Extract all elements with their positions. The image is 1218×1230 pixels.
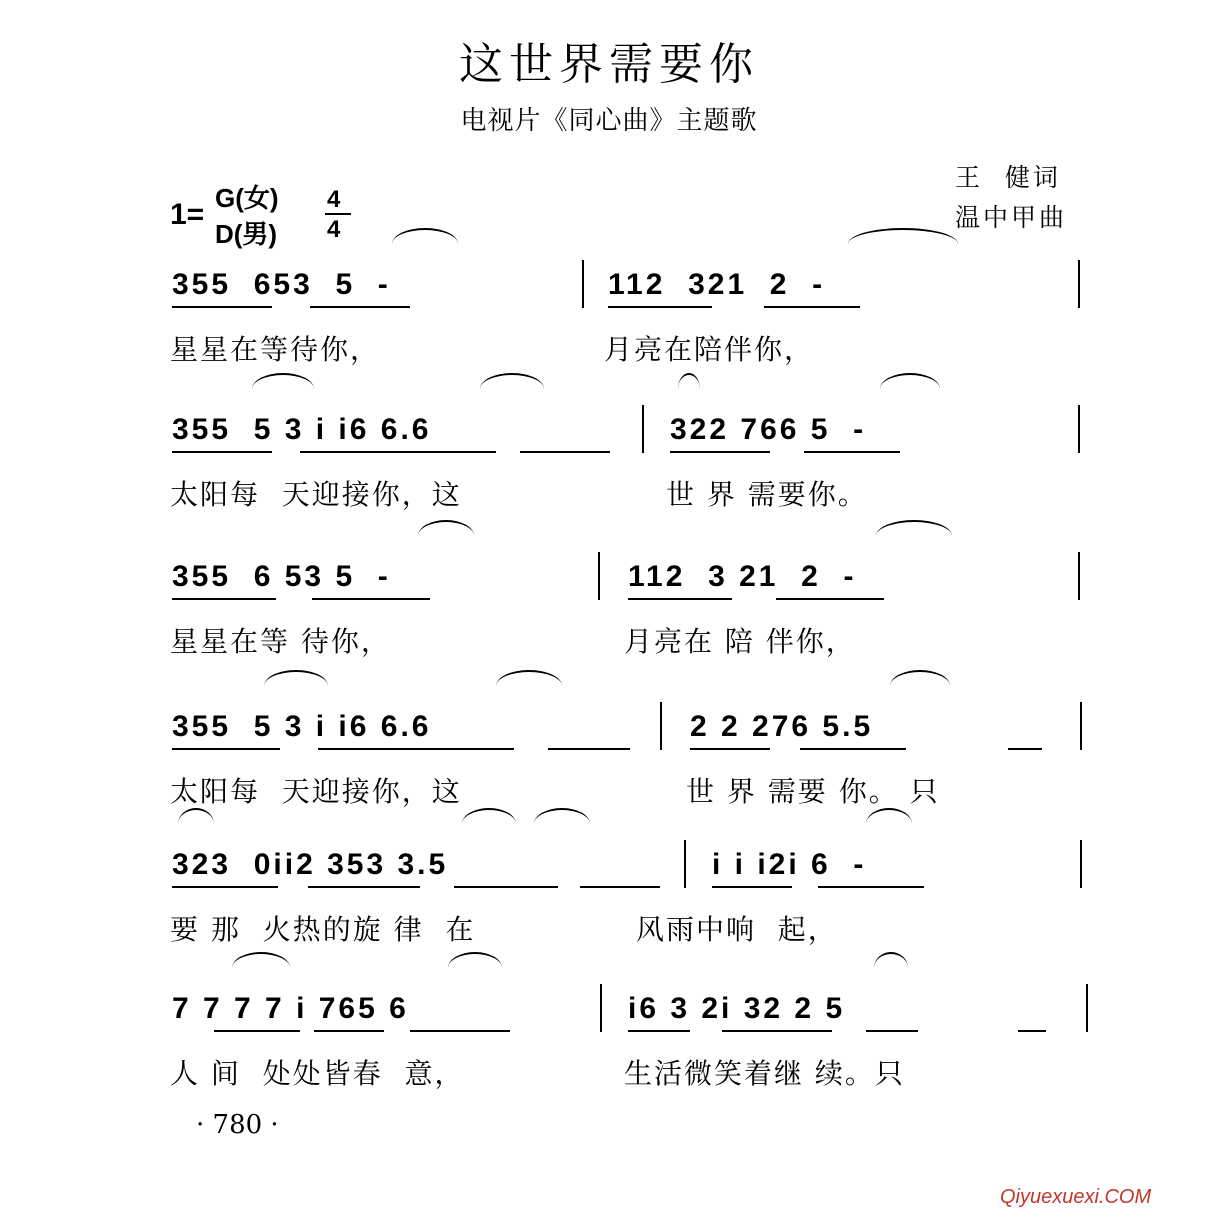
- underline-beam: [628, 1030, 690, 1032]
- slur: [264, 670, 328, 702]
- underline-beam: [670, 451, 770, 453]
- underline-beam: [764, 306, 860, 308]
- underline-beam: [172, 598, 276, 600]
- underline-beam: [172, 451, 272, 453]
- score-row-6: [0, 992, 1218, 1122]
- lyrics-line-1: 星星在等待你，: [170, 333, 381, 366]
- notation-measure-6: 112 3 21 2 -: [628, 560, 857, 593]
- bar-line: [1078, 260, 1080, 308]
- underline-beam: [712, 886, 792, 888]
- watermark-logo: Qiyuexuexi.COM: [1000, 1186, 1152, 1208]
- slur: [890, 670, 950, 702]
- slur: [480, 373, 544, 405]
- underline-beam: [214, 1030, 300, 1032]
- notation-measure-8: 2 2 276 5.5: [690, 710, 874, 743]
- underline-beam: [308, 886, 420, 888]
- time-signature-line: [325, 213, 351, 215]
- underline-beam: [410, 1030, 510, 1032]
- score-row-5: [0, 848, 1218, 978]
- lyrics-line-1b: 月亮在陪伴你，: [604, 333, 815, 366]
- lyrics-line-6b: 生活微笑着继 续。只: [624, 1057, 905, 1090]
- bar-line: [1086, 984, 1088, 1032]
- underline-beam: [172, 748, 280, 750]
- underline-beam: [548, 748, 630, 750]
- underline-beam: [172, 886, 278, 888]
- underline-beam: [1018, 1030, 1046, 1032]
- notation-measure-7: 355 5 3 i i6 6.6: [172, 710, 432, 743]
- bar-line: [660, 702, 662, 750]
- slur: [848, 228, 958, 260]
- underline-beam: [520, 451, 610, 453]
- slur: [880, 373, 940, 405]
- composer-credit: 温中甲曲: [955, 203, 1068, 232]
- notation-measure-3: 355 5 3 i i6 6.6: [172, 413, 432, 446]
- score-row-3: [0, 560, 1218, 690]
- slur: [418, 520, 474, 552]
- bar-line: [1078, 405, 1080, 453]
- lyrics-line-2: 太阳每 天迎接你，这: [170, 478, 462, 511]
- underline-beam: [866, 1030, 918, 1032]
- bar-line: [1080, 702, 1082, 750]
- slur: [448, 952, 502, 984]
- underline-beam: [310, 306, 410, 308]
- bar-line: [582, 260, 584, 308]
- notation-measure-1: 355 653 5 -: [172, 268, 391, 301]
- slur: [496, 670, 562, 702]
- lyrics-line-6: 人 间 处处皆春 意，: [170, 1057, 465, 1090]
- lyrics-line-4b: 世 界 需要 你。 只: [686, 775, 940, 808]
- slur: [866, 808, 912, 840]
- key-prefix: 1=: [170, 198, 205, 231]
- lyrics-line-4: 太阳每 天迎接你，这: [170, 775, 462, 808]
- underline-beam: [454, 886, 558, 888]
- notation-measure-9: 323 0ii2 353 3.5: [172, 848, 449, 881]
- slur: [392, 228, 458, 260]
- underline-beam: [318, 748, 514, 750]
- key-female: G(女): [215, 183, 279, 213]
- slur: [876, 520, 952, 552]
- bar-line: [642, 405, 644, 453]
- notation-measure-11: 7 7 7 7 i 765 6: [172, 992, 409, 1025]
- song-title: 这世界需要你: [459, 39, 759, 90]
- bar-line: [1080, 840, 1082, 888]
- key-male: D(男): [215, 219, 278, 249]
- notation-measure-2: 112 321 2 -: [608, 268, 826, 301]
- underline-beam: [300, 451, 496, 453]
- underline-beam: [628, 598, 732, 600]
- notation-measure-10: i i i2i 6 -: [712, 848, 867, 881]
- song-subtitle: 电视片《同心曲》主题歌: [460, 106, 758, 136]
- underline-beam: [690, 748, 770, 750]
- slur: [874, 952, 908, 984]
- underline-beam: [1008, 748, 1042, 750]
- lyrics-line-2b: 世 界 需要你。: [666, 478, 868, 511]
- lyricist-credit: 王 健词: [955, 163, 1061, 192]
- bar-line: [1078, 552, 1080, 600]
- bar-line: [598, 552, 600, 600]
- underline-beam: [722, 1030, 832, 1032]
- underline-beam: [818, 886, 924, 888]
- notation-measure-4: 322 766 5 -: [670, 413, 867, 446]
- slur: [232, 952, 290, 984]
- lyrics-line-5: 要 那 火热的旋 律 在: [170, 913, 476, 946]
- notation-measure-5: 355 6 53 5 -: [172, 560, 391, 593]
- underline-beam: [312, 598, 430, 600]
- underline-beam: [608, 306, 712, 308]
- underline-beam: [800, 748, 906, 750]
- underline-beam: [580, 886, 660, 888]
- score-row-2: [0, 413, 1218, 543]
- underline-beam: [804, 451, 900, 453]
- slur: [252, 373, 314, 405]
- underline-beam: [776, 598, 884, 600]
- lyrics-line-3b: 月亮在 陪 伴你，: [624, 625, 856, 658]
- slur: [534, 808, 590, 840]
- slur: [462, 808, 516, 840]
- underline-beam: [172, 306, 272, 308]
- bar-line: [684, 840, 686, 888]
- page-number: · 780 ·: [196, 1110, 279, 1140]
- underline-beam: [314, 1030, 384, 1032]
- lyrics-line-3: 星星在等 待你，: [170, 625, 391, 658]
- lyrics-line-5b: 风雨中响 起，: [636, 913, 838, 946]
- bar-line: [600, 984, 602, 1032]
- time-signature-bottom: 4: [327, 216, 341, 243]
- time-signature-top: 4: [327, 186, 341, 213]
- slur: [178, 808, 214, 840]
- notation-measure-12: i6 3 2i 32 2 5: [628, 992, 846, 1025]
- score-row-1: [0, 268, 1218, 398]
- slur: [678, 373, 700, 405]
